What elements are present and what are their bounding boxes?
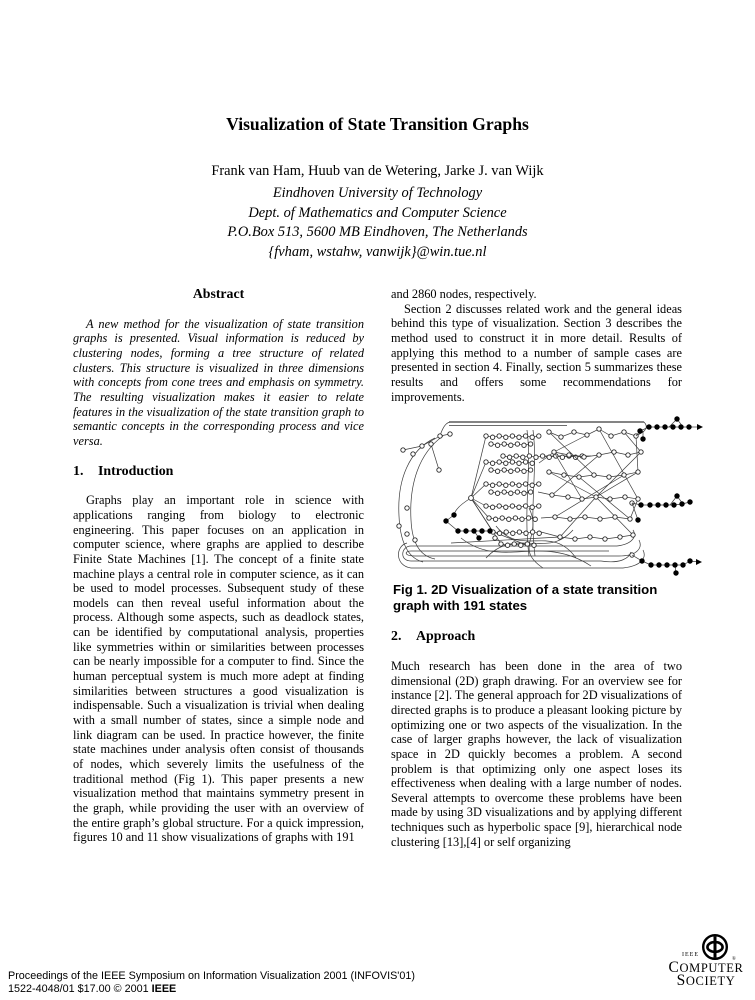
- phi-emblem-icon: [700, 933, 730, 961]
- abstract-heading: Abstract: [192, 286, 245, 301]
- introduction-text: Graphs play an important role in science with applications ranging from biology to electronic engineering. This paper focuses on an application in computer science, where graphs are applied to describe Finite State Machines [1]. The concept of a finite state machine plays a central role in computer science, as it can be used to model processes. Subsequent study of these models can then reveal useful information about the process. Although some aspects, such as deadlock states, can be identified by computational analysis, properties like symmetries within or similarities between processes can be nearly impossible for a computer to find. Since the human perceptual system is much more adept at finding similarities between structures a good visualization is indispensable. Such a visualization is trivial when dealing with a small number of states, since a simple node and link diagram can be used. In practice however, the finite state machines under analysis often consist of thousands of nodes, which severely limits the usefulness of the traditional method (Fig 1). This paper presents a new visualization method that maintains symmetry present in the graph, while providing the user with an overview of the entire graph’s global structure. For a quick impression, figures 10 and 11 show visualizations of graphs with 191: [73, 493, 364, 845]
- footer-ieee-bold: IEEE: [151, 983, 177, 996]
- section-heading-introduction: [73, 465, 364, 480]
- registered-mark: ®: [732, 957, 736, 962]
- footer-issn-line: 1522-4048/01 $17.00 © 2001 IEEE: [8, 983, 177, 996]
- logo-word-society: SOCIETY: [676, 971, 736, 989]
- section-number: 1.: [73, 463, 84, 479]
- abstract-text: A new method for the visualization of state transition graphs is presented. Visual information is reduced by clustering nodes, forming a tree structure of related clusters. This structure is visualized in three dimensions with concepts from cone trees and emphasis on symmetry. The resulting visualization makes it easier to relate features in the visualization of the state transition graph to semantic concepts in the corresponding process and vice versa.: [73, 316, 364, 448]
- right-column: [391, 287, 682, 849]
- section-title: Introduction: [98, 463, 174, 479]
- section-title: Approach: [416, 629, 476, 645]
- figure-1-graph-image: [391, 408, 703, 580]
- affiliation-email: {fvham, wstahw, vanwijk}@win.tue.nl: [268, 243, 487, 260]
- paper-title: Visualization of State Transition Graphs: [226, 114, 529, 134]
- authors-line: Frank van Ham, Huub van de Wetering, Jarke J. van Wijk: [211, 163, 544, 179]
- affiliation-line: P.O.Box 513, 5600 MB Eindhoven, The Netherlands: [227, 224, 528, 241]
- column-continuation-text: and 2860 nodes, respectively.: [391, 287, 537, 301]
- section-number: 2.: [391, 629, 402, 645]
- figure-1-caption: Fig 1. 2D Visualization of a state transition graph with 191 states: [393, 582, 658, 614]
- logo-word-computer: COMPUTER: [668, 959, 744, 976]
- copyright-footer: [8, 970, 415, 996]
- approach-text: Much research has been done in the area of two dimensional (2D) graph drawing. For an overview see for instance [2]. The general approach for 2D visualizations of directed graphs is to produce a pleasant looking picture by optimizing one or two aspects of the visualization. In the case of larger graphs however, the lack of visualization space in 2D quickly becomes a problem. A second problem is that optimizing only one aspect loses its effectiveness when dealing with a large number of nodes. Several attempts to overcome these problems have been made by using 3D visualizations and by applying different techniques such as hyperbolic space [9], hierarchical node clustering [13],[4] or self organizing: [391, 658, 682, 849]
- figure-1: [391, 408, 682, 614]
- sections-overview-text: Section 2 discusses related work and the general ideas behind this type of visualization. Section 3 describes the method used to construct it in more detail. Results of applying this method to a number of sample cases are presented in section 4. Finally, section 5 summarizes these results and offers some recommendations for improvements.: [391, 301, 682, 404]
- logo-ieee-label: IEEE: [682, 952, 699, 958]
- affiliation-line: Eindhoven University of Technology: [272, 185, 483, 201]
- footer-proceedings-line: Proceedings of the IEEE Symposium on Information Visualization 2001 (INFOVIS'01): [8, 970, 415, 982]
- affiliation-line: Dept. of Mathematics and Computer Science: [248, 204, 507, 221]
- left-column: [73, 287, 364, 845]
- ieee-computer-society-logo: [656, 933, 755, 987]
- section-heading-approach: [391, 630, 682, 645]
- affiliation-block: [0, 184, 755, 262]
